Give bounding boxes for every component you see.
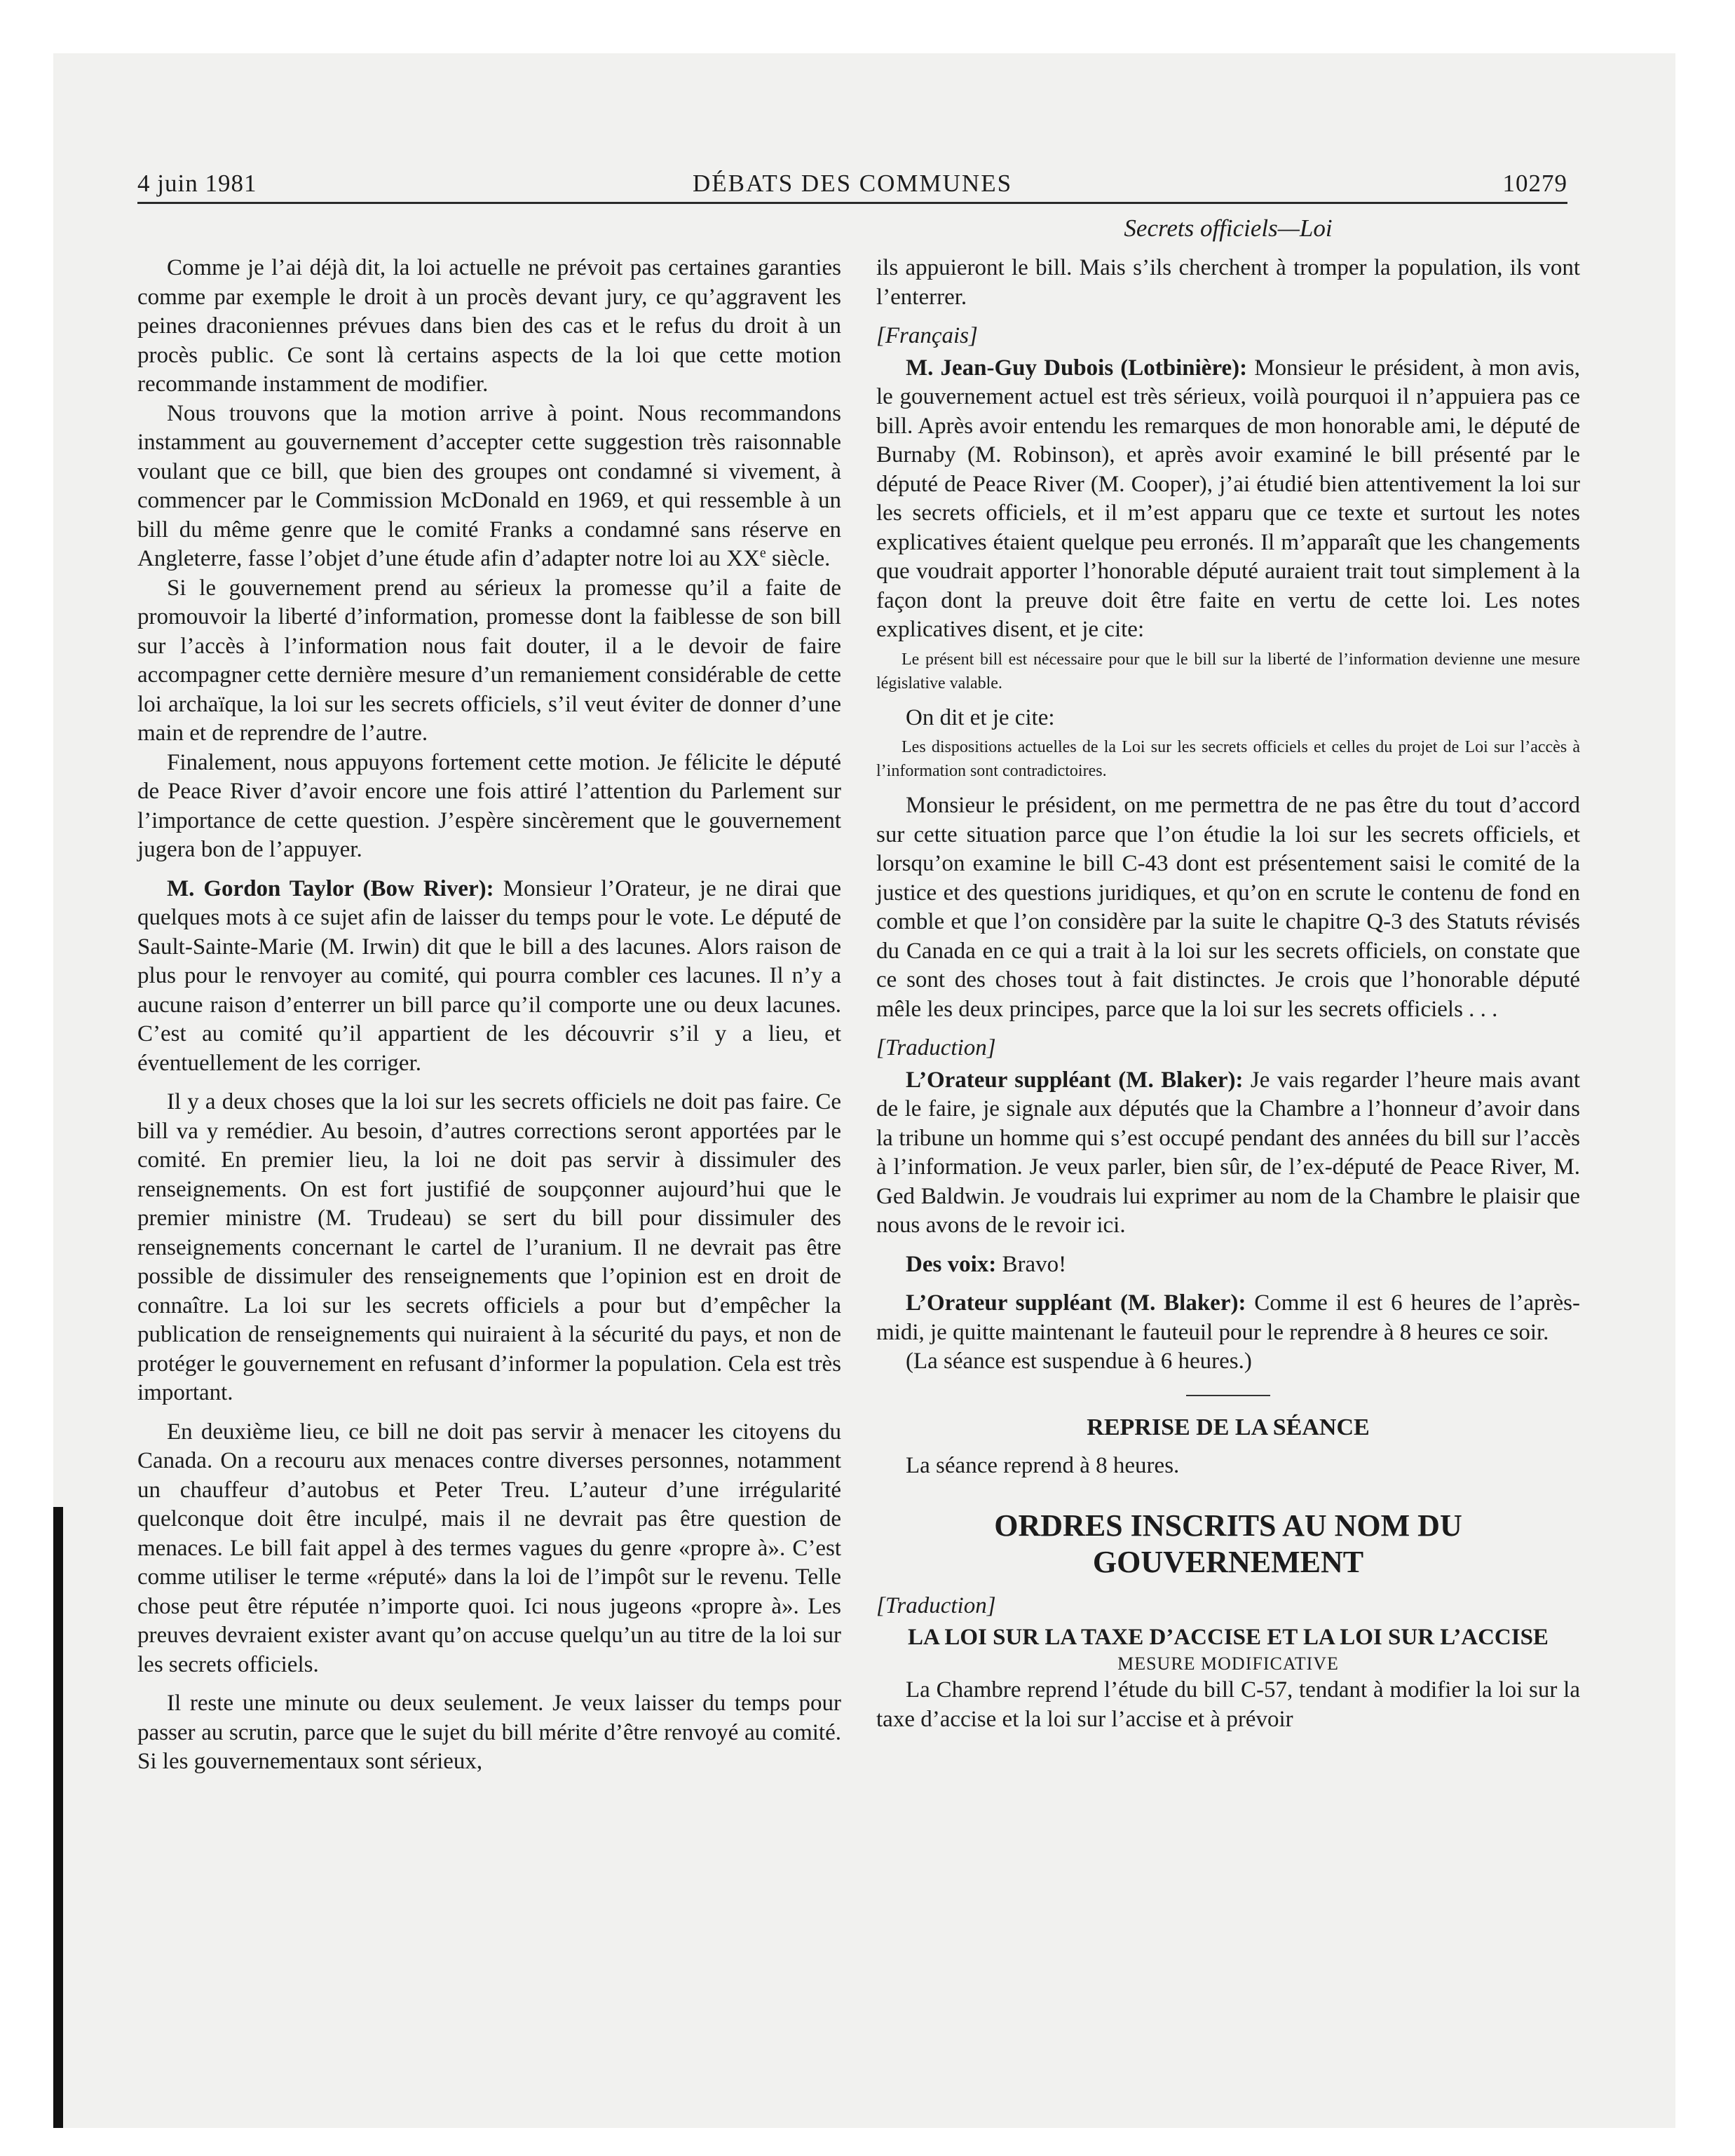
language-tag-text: Français — [885, 323, 969, 348]
language-tag: [Traduction] — [876, 1592, 996, 1618]
paragraph: On dit et je cite: — [906, 704, 1055, 730]
paragraph — [876, 354, 1580, 645]
paragraph: La séance reprend à 8 heures. — [906, 1453, 1180, 1478]
speaker-name: Des voix: — [906, 1251, 997, 1277]
binding-edge — [53, 1507, 63, 2128]
running-head: Secrets officiels—Loi — [1124, 214, 1333, 242]
major-heading: ORDRES INSCRITS AU NOM DU GOUVERNEMENT — [994, 1508, 1462, 1579]
section-heading: REPRISE DE LA SÉANCE — [1087, 1414, 1370, 1440]
paragraph — [137, 400, 841, 574]
paragraph — [137, 875, 841, 1079]
section-divider — [1186, 1395, 1270, 1396]
paragraph-text: Monsieur l’Orateur, je ne dirai que quelques mots à ce sujet afin de laisser du temps pour le vote. Le député de Sault-Sainte-Marie (M. Irwin) dit que le bill a des lacunes. Alors raison de plus pour le renvoyer au comité, qui pourra combler ces lacunes. Il n’y a aucune raison d’enterrer un bill parce qu’il comporte une ou deux lacunes. C’est au comité qu’il appartient de les découvrir s’il y a lieu, et éventuellement de les corriger. — [137, 875, 841, 1076]
speaker-name: M. Gordon Taylor (Bow River): — [167, 875, 494, 901]
header-page-number: 10279 — [1502, 170, 1567, 197]
right-column — [876, 254, 1580, 1734]
language-tag: [Français] — [876, 323, 978, 348]
paragraph — [876, 1250, 1580, 1280]
language-tag-text: Traduction — [885, 1035, 987, 1060]
page-header — [137, 163, 1567, 204]
language-tag: [Traduction] — [876, 1035, 996, 1060]
superscript: e — [759, 545, 766, 561]
left-column — [137, 254, 841, 1777]
paragraph — [876, 1289, 1580, 1347]
quotation: Le présent bill est nécessaire pour que le bill sur la liberté de l’information devienne une mesure législative valable. — [876, 650, 1580, 692]
paragraph: En deuxième lieu, ce bill ne doit pas servir à menacer les citoyens du Canada. On a recouru aux menaces contre diverses personnes, notamment un chauffeur d’autobus et Peter Treu. L’auteur d’une irrégularité quelconque doit être inculpé, mais il ne devrait pas être question de menaces. Le bill fait appel à des termes vagues du genre «propre à». C’est comme utiliser le terme «réputé» dans la loi de l’impôt sur le revenu. Telle chose peut être réputée n’importe quoi. Ici nous jugeons «propre à». Les preuves devraient exister avant qu’on accuse quelqu’un au titre de la loi sur les secrets officiels. — [137, 1419, 841, 1677]
header-date: 4 juin 1981 — [137, 170, 257, 197]
paragraph-text: Je vais regarder l’heure mais avant de le faire, je signale aux députés que la Chambre a l’honneur d’avoir dans la tribune un homme qui s’est occupé pendant des années du bill sur l’accès à l’information. Je veux parler, bien sûr, de l’ex-député de Peace River, M. Ged Baldwin. Je voudrais lui exprimer au nom de la Chambre le plaisir que nous avons de le revoir ici. — [876, 1067, 1580, 1238]
paragraph: ils appuieront le bill. Mais s’ils cherchent à tromper la population, ils vont l’enterrer. — [876, 255, 1580, 310]
bill-heading: LA LOI SUR LA TAXE D’ACCISE ET LA LOI SUR L’ACCISE — [908, 1625, 1549, 1650]
paragraph-text: Monsieur le président, à mon avis, le gouvernement actuel est très sérieux, voilà pourquoi il n’appuiera pas ce bill. Après avoir entendu les remarques de mon honorable ami, le député de Burnaby (M. Robinson), et après avoir examiné le bill présenté par le député de Peace River (M. Cooper), j’ai étudié bien attentivement la loi sur les secrets officiels, et il m’est apparu que ce texte et surtout les notes explicatives étaient quelque peu erronés. Il m’apparaît que les changements que voudrait apporter l’honorable député auraient trait tout simplement à la façon dont la preuve doit être faite en vertu de cette loi. Les notes explicatives disent, et je cite: — [876, 355, 1580, 642]
paragraph: Si le gouvernement prend au sérieux la promesse qu’il a faite de promouvoir la liberté d’information, promesse dont la faiblesse de son bill sur l’accès à l’information nous fait douter, il a le devoir de faire accompagner cette dernière mesure d’un remaniement considérable de cette loi archaïque, la loi sur les secrets officiels, s’il veut éviter de donner d’une main et de reprendre de l’autre. — [137, 575, 841, 746]
paragraph: Comme je l’ai déjà dit, la loi actuelle ne prévoit pas certaines garanties comme par exemple le droit à un procès devant jury, ce qu’aggravent les peines draconiennes prévues dans bien des cas et le refus du droit à un procès public. Ce sont là certains aspects de la loi que cette motion recommande instamment de modifier. — [137, 255, 841, 397]
paragraph-text: Bravo! — [996, 1251, 1067, 1277]
quotation: Les dispositions actuelles de la Loi sur les secrets officiels et celles du projet de Loi sur l’accès à l’information sont contradictoires. — [876, 738, 1580, 780]
paragraph-text: Nous trouvons que la motion arrive à point. Nous recommandons instamment au gouvernement d’accepter cette suggestion très raisonnable voulant que ce bill, que bien des groupes ont condamné si vivement, à commencer par le Commission McDonald en 1969, et qui ressemble à un bill du même genre que le comité Franks a condamné sans réserve en Angleterre, fasse l’objet d’une étude afin d’adapter notre loi au XX — [137, 400, 841, 571]
paragraph-text: siècle. — [766, 546, 831, 571]
language-tag-text: Traduction — [885, 1592, 987, 1618]
paragraph-text: Comme il est 6 heures de l’après-midi, je quitte maintenant le fauteuil pour le reprendre à 8 heures ce soir. — [876, 1290, 1580, 1345]
paragraph: Il y a deux choses que la loi sur les secrets officiels ne doit pas faire. Ce bill va y remédier. Au besoin, d’autres corrections seront apportées par le comité. En premier lieu, la loi ne doit pas servir à dissimuler des renseignements. On est fort justifié de soupçonner aujourd’hui que le premier ministre (M. Trudeau) se sert du bill pour dissimuler des renseignements concernant le cartel de l’uranium. Il ne devrait pas être possible de dissimuler des renseignements que l’opinion est en droit de connaître. La loi sur les secrets officiels a pour but d’empêcher la publication de renseignements qui nuiraient à la sécurité du pays, et non de protéger le gouvernement en refusant d’informer la population. Cela est très important. — [137, 1089, 841, 1405]
speaker-name: L’Orateur suppléant (M. Blaker): — [906, 1067, 1244, 1093]
paragraph: Il reste une minute ou deux seulement. Je veux laisser du temps pour passer au scrutin, parce que le sujet du bill mérite d’être renvoyé au comité. Si les gouvernementaux sont sérieux, — [137, 1691, 841, 1774]
speaker-name: L’Orateur suppléant (M. Blaker): — [906, 1290, 1246, 1316]
paragraph: La Chambre reprend l’étude du bill C-57, tendant à modifier la loi sur la taxe d’accise et la loi sur l’accise et à prévoir — [876, 1677, 1580, 1732]
bill-subheading: MESURE MODIFICATIVE — [1117, 1653, 1339, 1674]
paragraph: (La séance est suspendue à 6 heures.) — [906, 1349, 1252, 1374]
paragraph — [876, 1066, 1580, 1241]
paragraph: Monsieur le président, on me permettra de ne pas être du tout d’accord sur cette situation parce que l’on étudie la loi sur les secrets officiels, et lorsqu’on examine le bill C-43 dont est présentement saisi le comité de la justice et des questions juridiques, et qu’on en scrute le contenu de fond en comble et que l’on considère par la suite le chapitre Q-3 des Statuts révisés du Canada en ce qui a trait à la loi sur les secrets officiels, on constate que ce sont des choses tout à fait distinctes. Je crois que l’honorable député mêle les deux principes, parce que la loi sur les secrets officiels . . . — [876, 793, 1580, 1022]
speaker-name: M. Jean-Guy Dubois (Lotbinière): — [906, 355, 1248, 381]
header-title: DÉBATS DES COMMUNES — [692, 170, 1013, 197]
paragraph: Finalement, nous appuyons fortement cette motion. Je félicite le député de Peace River d’avoir encore une fois attiré l’attention du Parlement sur l’importance de cette question. J’espère sincèrement que le gouvernement jugera bon de l’appuyer. — [137, 749, 841, 862]
